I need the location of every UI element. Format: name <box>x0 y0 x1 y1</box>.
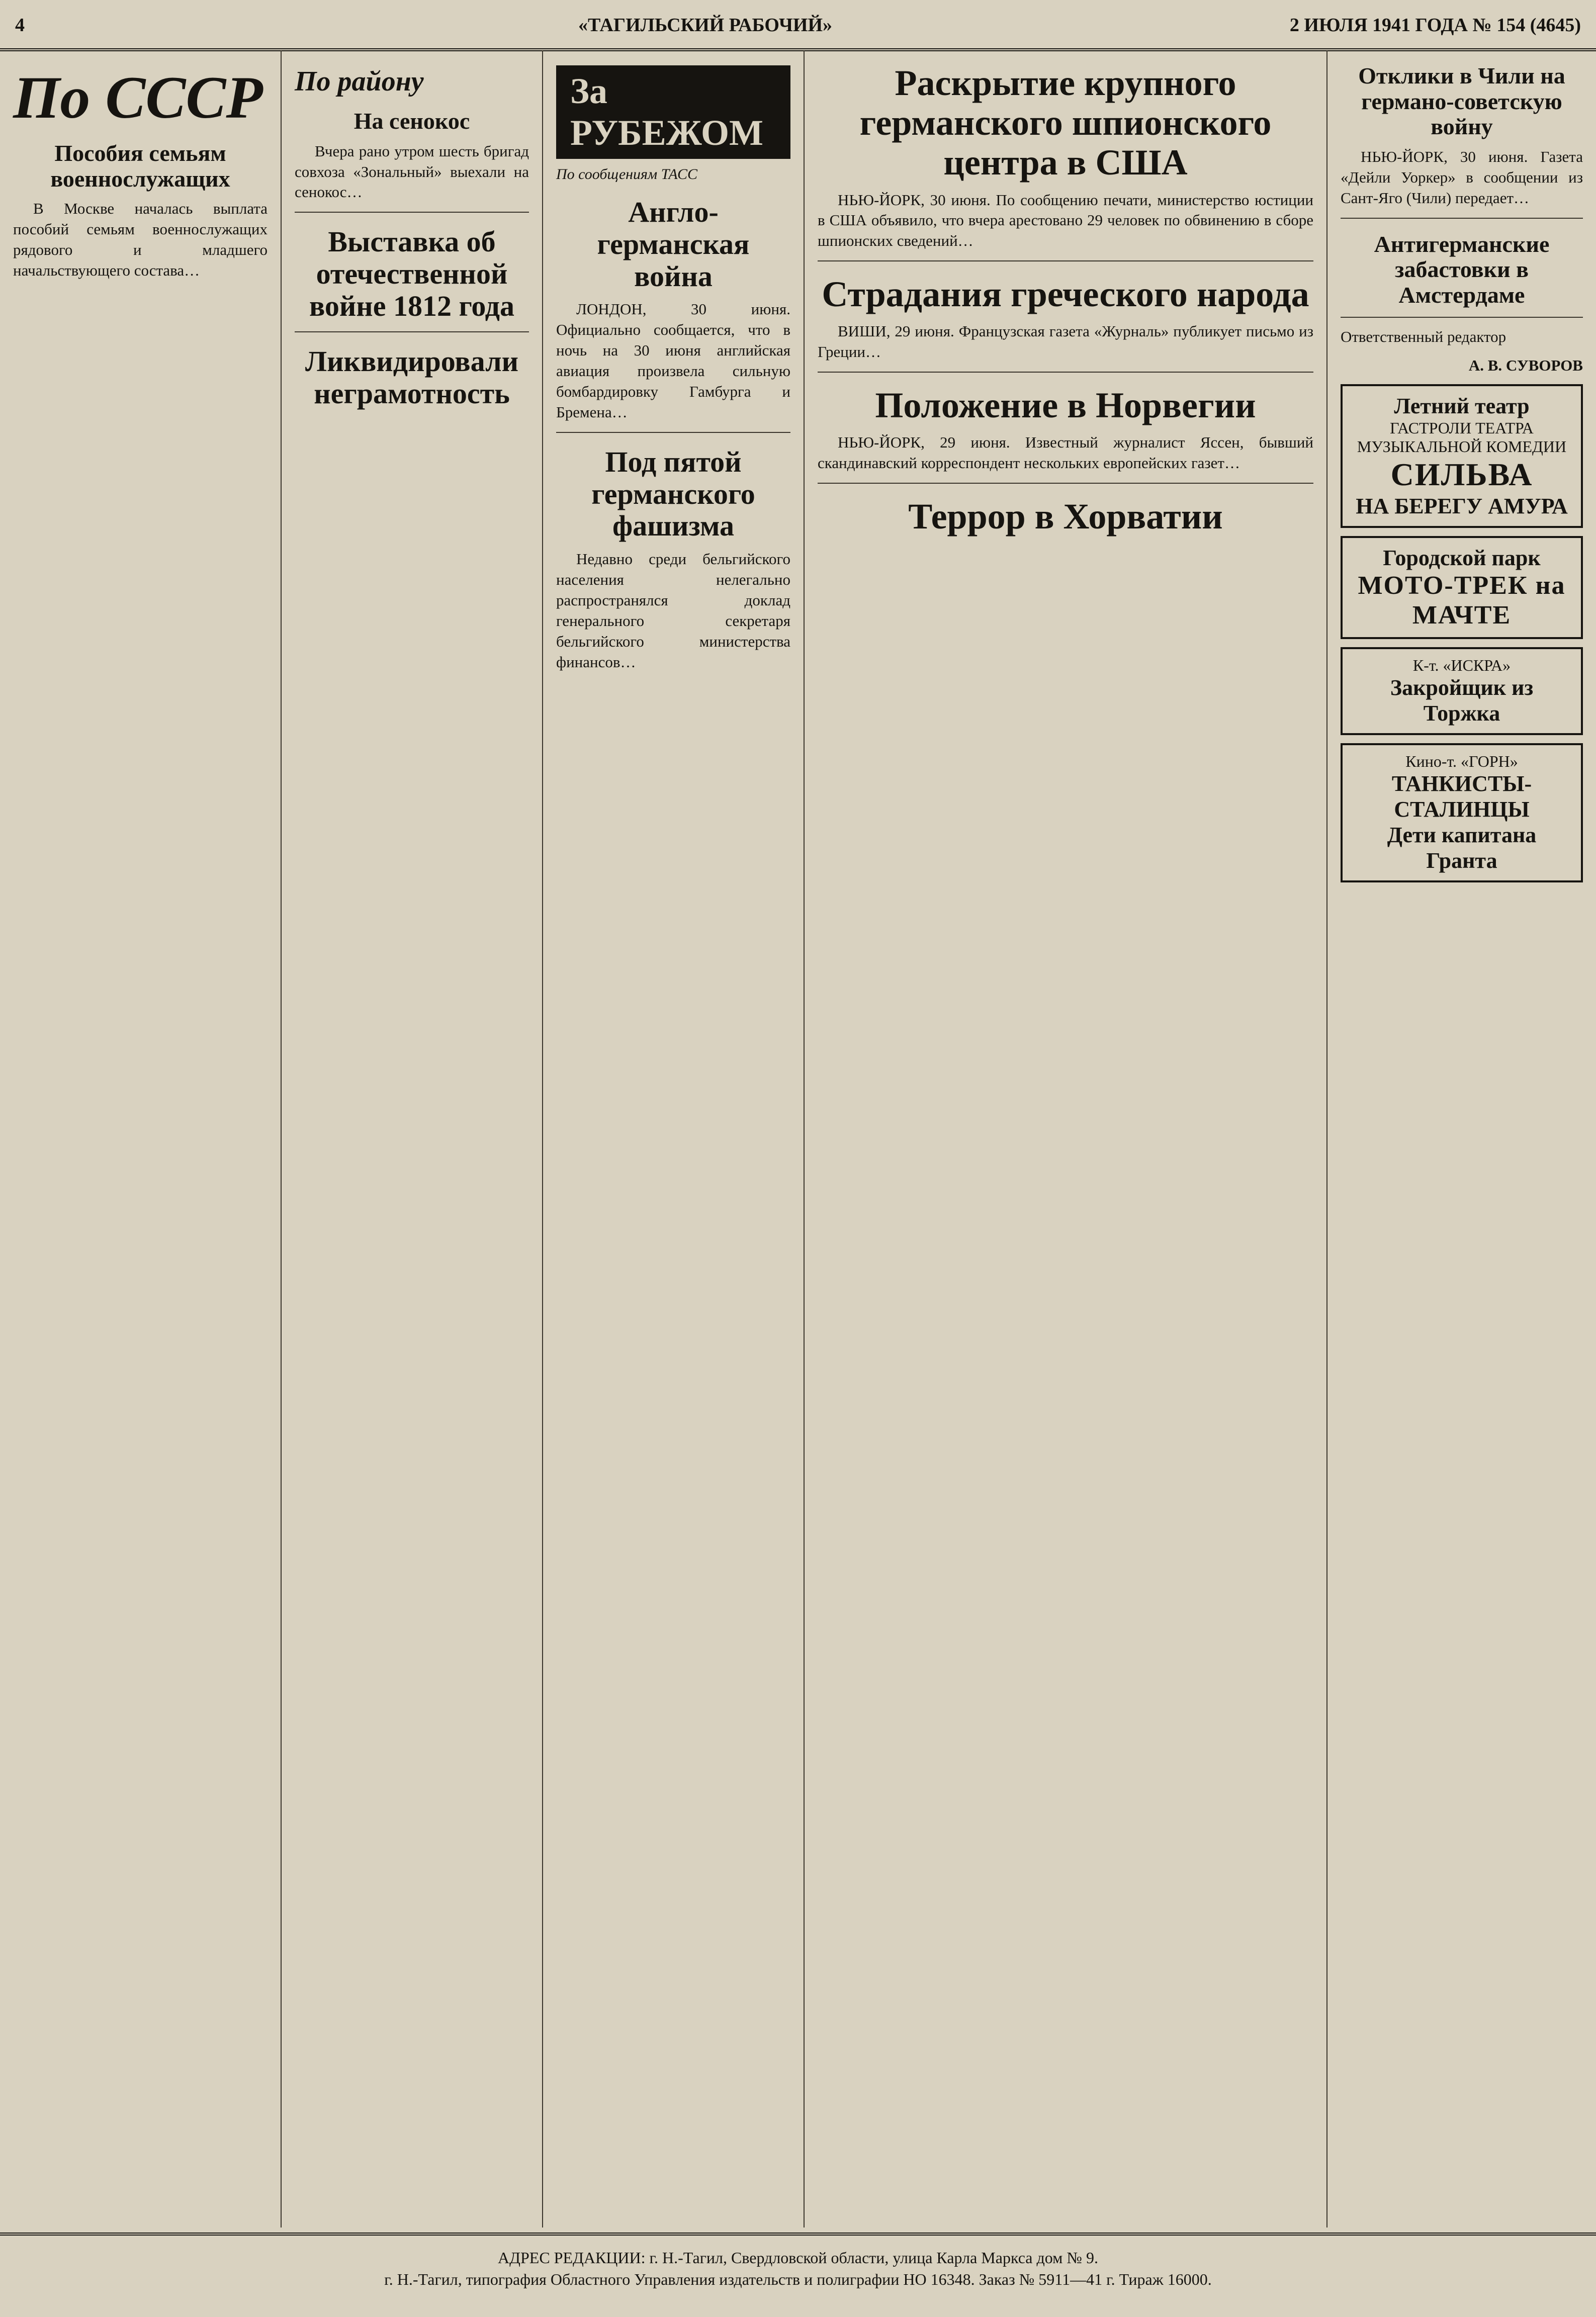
column-3 <box>543 50 805 2227</box>
article-lead: ВИШИ, 29 июня. Французская газета «Журналь» публикует письмо из Греции… <box>818 322 1313 361</box>
article-title: На сенокос <box>353 108 470 134</box>
divider <box>1341 317 1583 318</box>
editor-name: А. В. СУВОРОВ <box>1468 357 1583 375</box>
ad-park <box>1341 536 1583 639</box>
article-title: Страдания греческого народа <box>822 274 1309 315</box>
imprint <box>0 2233 1596 2317</box>
column-6 <box>1327 50 1596 2227</box>
article-lead: Вчера рано утром шесть бригад совхоза «Зональный» выехали на сенокос… <box>295 142 529 201</box>
ad-text: ГАСТРОЛИ ТЕАТРА МУЗЫКАЛЬНОЙ КОМЕДИИ <box>1357 419 1567 456</box>
divider <box>818 260 1313 261</box>
column-2 <box>282 50 543 2227</box>
imprint-line: г. Н.-Тагил, типография Областного Управления издательств и полиграфии НО 16348. Заказ № 5911—41 г. Тираж 16000. <box>384 2270 1212 2288</box>
ad-show: Дети капитана Гранта <box>1387 823 1537 873</box>
page-number: 4 <box>15 15 25 36</box>
ad-cinema <box>1341 647 1583 735</box>
article-lead: НЬЮ-ЙОРК, 30 июня. Газета «Дейли Уоркер» в сообщении из Сант-Яго (Чили) передает… <box>1341 147 1583 207</box>
masthead <box>0 0 1596 51</box>
divider <box>1341 218 1583 219</box>
ad-show: СИЛЬВА <box>1390 457 1533 493</box>
ad-heading: К-т. «ИСКРА» <box>1412 656 1511 675</box>
article-title: Отклики в Чили на германо-советскую войну <box>1358 63 1565 140</box>
ad-show: Закройщик из Торжка <box>1390 675 1534 726</box>
article-title: Англо-германская война <box>597 196 750 293</box>
editor-label: Ответственный редактор <box>1341 328 1506 346</box>
ad-theatre <box>1341 384 1583 528</box>
article-title: Под пятой германского фашизма <box>591 445 755 543</box>
article-title: Ликвидировали неграмотность <box>305 344 519 410</box>
issue-date: 2 ИЮЛЯ 1941 ГОДА № 154 (4645) <box>1289 15 1581 36</box>
rubric-subtitle: По сообщениям ТАСС <box>556 166 698 183</box>
article-title: Выставка об отечественной войне 1812 года <box>309 225 515 322</box>
article-lead: НЬЮ-ЙОРК, 29 июня. Известный журналист Яссен, бывший скандинавский корреспондент нескольких европейских газет… <box>818 433 1313 472</box>
ad-show: НА БЕРЕГУ АМУРА <box>1356 494 1568 519</box>
article-title: Антигерманские забастовки в Амстердаме <box>1374 231 1550 308</box>
divider <box>556 432 790 433</box>
divider <box>295 331 529 332</box>
ad-show: МОТО-ТРЕК на МАЧТЕ <box>1358 571 1566 630</box>
divider <box>295 212 529 213</box>
divider <box>818 372 1313 373</box>
article-title: Положение в Норвегии <box>875 385 1256 426</box>
ad-heading: Городской парк <box>1383 546 1541 571</box>
article-title: Раскрытие крупного германского шпионского центра в США <box>859 63 1272 183</box>
column-4-5 <box>805 50 1327 2227</box>
divider <box>818 483 1313 484</box>
ad-heading: Летний театр <box>1394 394 1530 419</box>
column-1 <box>0 50 282 2227</box>
article-lead: Недавно среди бельгийского населения нелегально распространялся доклад генерального секретаря бельгийского министерства финансов… <box>556 550 790 671</box>
article-title: Террор в Хорватии <box>908 496 1223 537</box>
article-title: Пособия семьям военнослужащих <box>50 140 230 192</box>
ad-show: ТАНКИСТЫ-СТАЛИНЦЫ <box>1391 771 1532 822</box>
ad-heading: Кино-т. «ГОРН» <box>1405 752 1518 771</box>
paper-name: «ТАГИЛЬСКИЙ РАБОЧИЙ» <box>578 15 833 36</box>
ad-cinema <box>1341 743 1583 882</box>
article-lead: В Москве началась выплата пособий семьям военнослужащих рядового и младшего начальствующего состава… <box>13 200 268 279</box>
rubric-mark: За РУБЕЖОМ <box>556 65 790 159</box>
section-title-district: По району <box>295 66 424 97</box>
imprint-line: АДРЕС РЕДАКЦИИ: г. Н.-Тагил, Свердловской области, улица Карла Маркса дом № 9. <box>498 2249 1098 2267</box>
rubric-abroad <box>556 65 790 159</box>
article-lead: ЛОНДОН, 30 июня. Официально сообщается, что в ночь на 30 июня английская авиация произвела сильную бомбардировку Гамбурга и Бремена… <box>556 300 790 421</box>
section-title-ussr: По СССР <box>13 64 263 131</box>
article-lead: НЬЮ-ЙОРК, 30 июня. По сообщению печати, министерство юстиции в США объявило, что вчера арестовано 29 человек по обвинению в сборе шпионских сведений… <box>818 191 1313 250</box>
